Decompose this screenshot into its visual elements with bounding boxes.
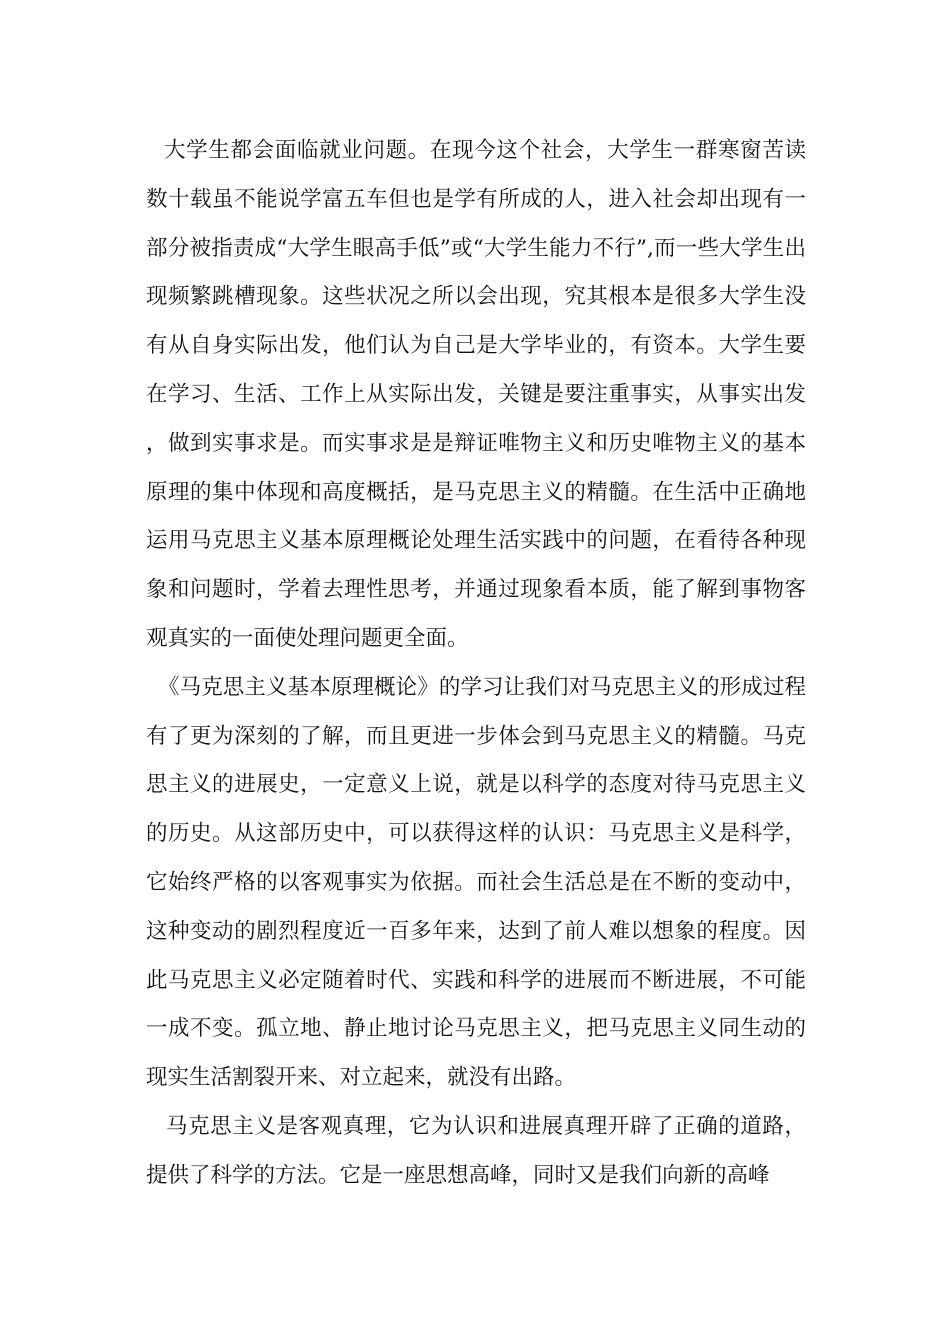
- document-body: [146, 127, 806, 1201]
- paragraph-objective-truth: 马克思主义是客观真理，它为认识和进展真理开辟了正确的道路，提供了科学的方法。它是一座思想高峰，同时又是我们向新的高峰: [146, 1113, 806, 1188]
- paragraph-marxism-study: 《马克思主义基本原理概论》的学习让我们对马克思主义的形成过程有了更为深刻的了解，而且更进一步体会到马克思主义的精髓。马克思主义的进展史，一定意义上说，就是以科学的态度对待马克思主义的历史。从这部历史中，可以获得这样的认识：马克思主义是科学，它始终严格的以客观事实为依据。而社会生活总是在不断的变动中，这种变动的剧烈程度近一百多年来，达到了前人难以想象的程度。因此马克思主义必定随着时代、实践和科学的进展而不断进展，不可能一成不变。孤立地、静止地讨论马克思主义，把马克思主义同生动的现实生活割裂开来、对立起来，就没有出路。: [146, 674, 806, 1091]
- paragraph-employment: 大学生都会面临就业问题。在现今这个社会，大学生一群寒窗苦读数十载虽不能说学富五车但也是学有所成的人，进入社会却出现有一部分被指责成“大学生眼高手低”或“大学生能力不行”,而一些大学生出现频繁跳槽现象。这些状况之所以会出现，究其根本是很多大学生没有从自身实际出发，他们认为自己是大学毕业的，有资本。大学生要在学习、生活、工作上从实际出发，关键是要注重事实，从事实出发，做到实事求是。而实事求是是辩证唯物主义和历史唯物主义的基本原理的集中体现和高度概括，是马克思主义的精髓。在生活中正确地运用马克思主义基本原理概论处理生活实践中的问题，在看待各种现象和问题时，学着去理性思考，并通过现象看本质，能了解到事物客观真实的一面使处理问题更全面。: [146, 138, 806, 651]
